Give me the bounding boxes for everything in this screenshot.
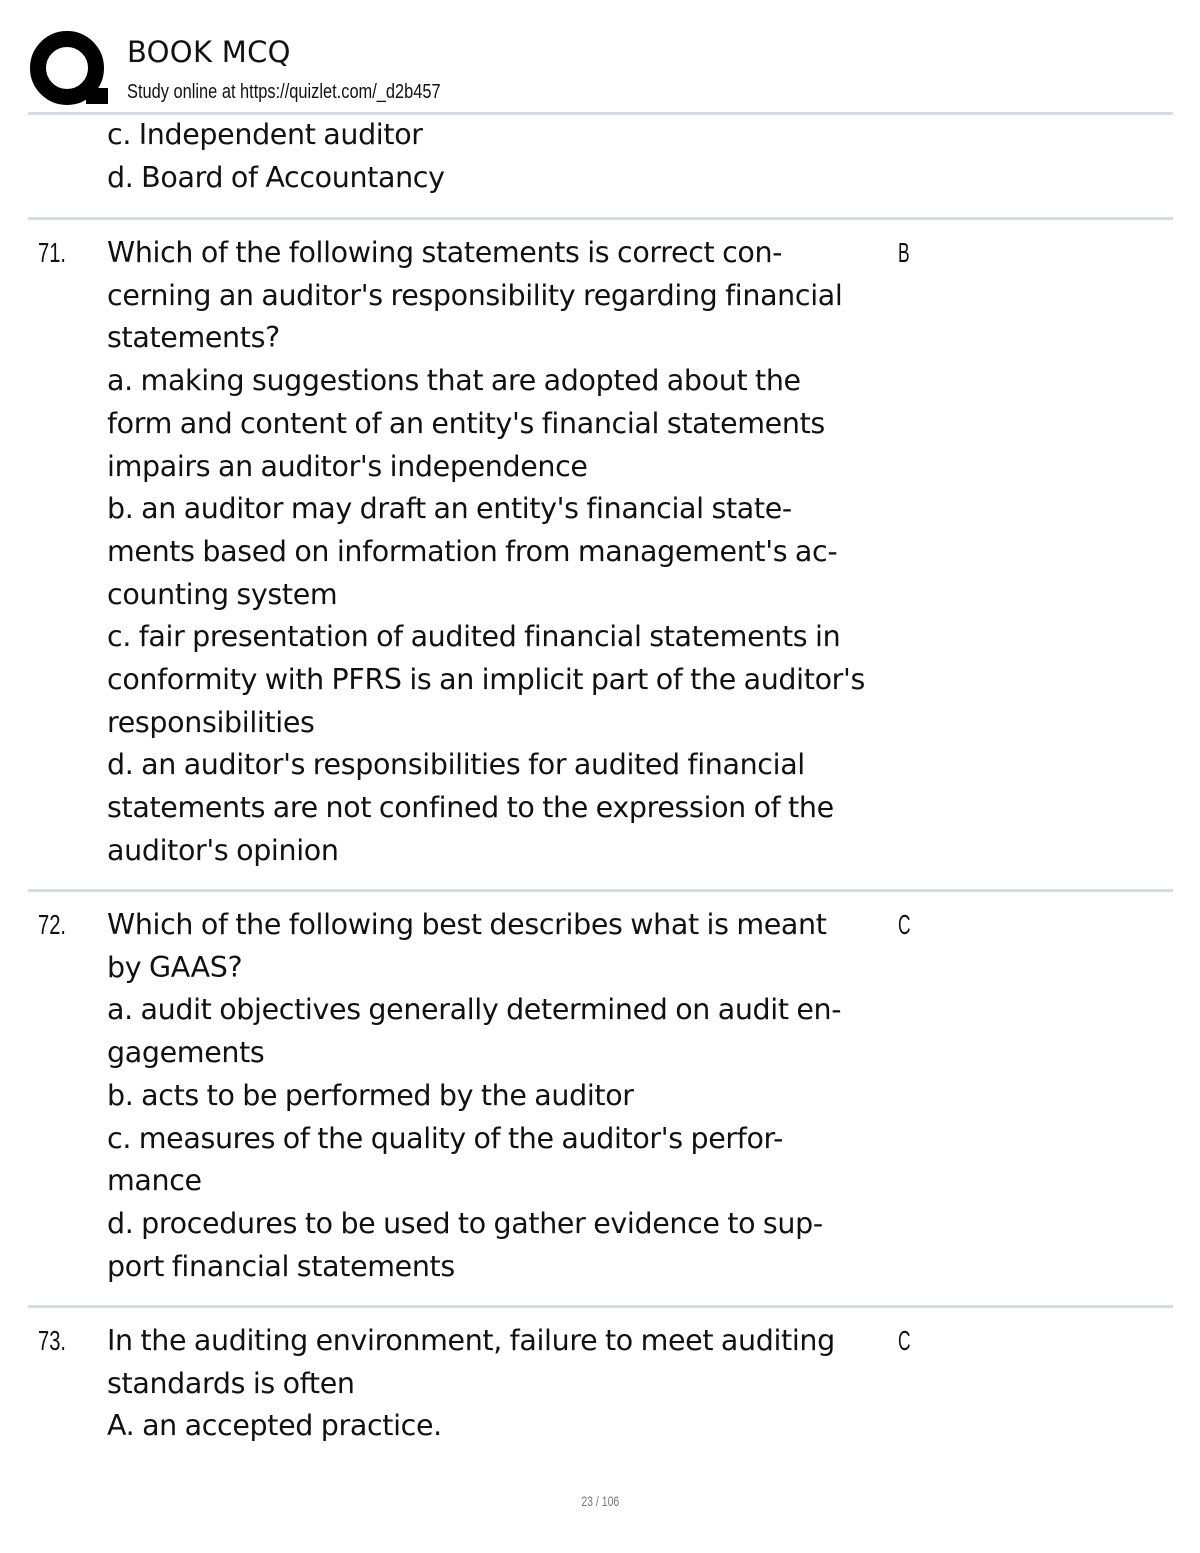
question-divider (28, 1305, 1173, 1308)
document-title: BOOK MCQ (127, 35, 291, 69)
option-line: mance (107, 1164, 202, 1198)
option-line: statements are not confined to the expression of the (107, 791, 834, 825)
option-line: c. measures of the quality of the auditor's perfor- (107, 1121, 784, 1155)
option-line: impairs an auditor's independence (107, 449, 588, 483)
question-71-text (107, 232, 897, 873)
question-70-continuation (107, 114, 897, 199)
option-line: form and content of an entity's financial statements (107, 406, 825, 440)
option-line: b. an auditor may draft an entity's financial state- (107, 492, 792, 526)
option-line: counting system (107, 577, 338, 611)
question-71-number: 71. (38, 237, 67, 268)
option-line: d. procedures to be used to gather evidence to sup- (107, 1206, 823, 1240)
question-72-text (107, 904, 897, 1288)
page-footer (0, 1493, 1200, 1509)
question-divider (28, 217, 1173, 220)
question-73-number: 73. (38, 1325, 67, 1356)
option-line: gagements (107, 1036, 265, 1070)
question-line: statements? (107, 321, 280, 355)
option-line: d. an auditor's responsibilities for audited financial (107, 748, 805, 782)
question-73-answer: C (898, 1325, 911, 1356)
option-line: A. an accepted practice. (107, 1409, 442, 1443)
question-72-answer: C (898, 909, 911, 940)
option-line: port financial statements (107, 1249, 455, 1283)
question-line: Which of the following best describes what is meant (107, 908, 827, 941)
option-line: conformity with PFRS is an implicit part of the auditor's (107, 663, 866, 697)
question-73-text (107, 1320, 897, 1448)
question-divider (28, 889, 1173, 892)
question-line: cerning an auditor's responsibility regarding financial (107, 278, 843, 312)
question-line: In the auditing environment, failure to meet auditing (107, 1324, 835, 1357)
page-number: 23 / 106 (581, 1493, 619, 1509)
option-line: auditor's opinion (107, 833, 339, 867)
quizlet-logo-icon (30, 30, 108, 108)
option-line: b. acts to be performed by the auditor (107, 1078, 634, 1112)
question-72-number: 72. (38, 909, 67, 940)
option-line: d. Board of Accountancy (107, 160, 445, 194)
page-header (0, 0, 1200, 112)
study-online-link[interactable]: Study online at https://quizlet.com/_d2b457 (127, 81, 441, 103)
option-line: a. making suggestions that are adopted about the (107, 364, 801, 398)
option-line: c. fair presentation of audited financial statements in (107, 620, 841, 654)
question-line: Which of the following statements is correct con- (107, 236, 783, 269)
question-line: standards is often (107, 1366, 355, 1400)
question-line: by GAAS? (107, 950, 243, 984)
option-line: responsibilities (107, 705, 315, 739)
question-71-answer: B (898, 237, 910, 268)
option-line: a. audit objectives generally determined on audit en- (107, 993, 842, 1027)
option-line: c. Independent auditor (107, 118, 423, 151)
option-line: ments based on information from management's ac- (107, 534, 838, 568)
